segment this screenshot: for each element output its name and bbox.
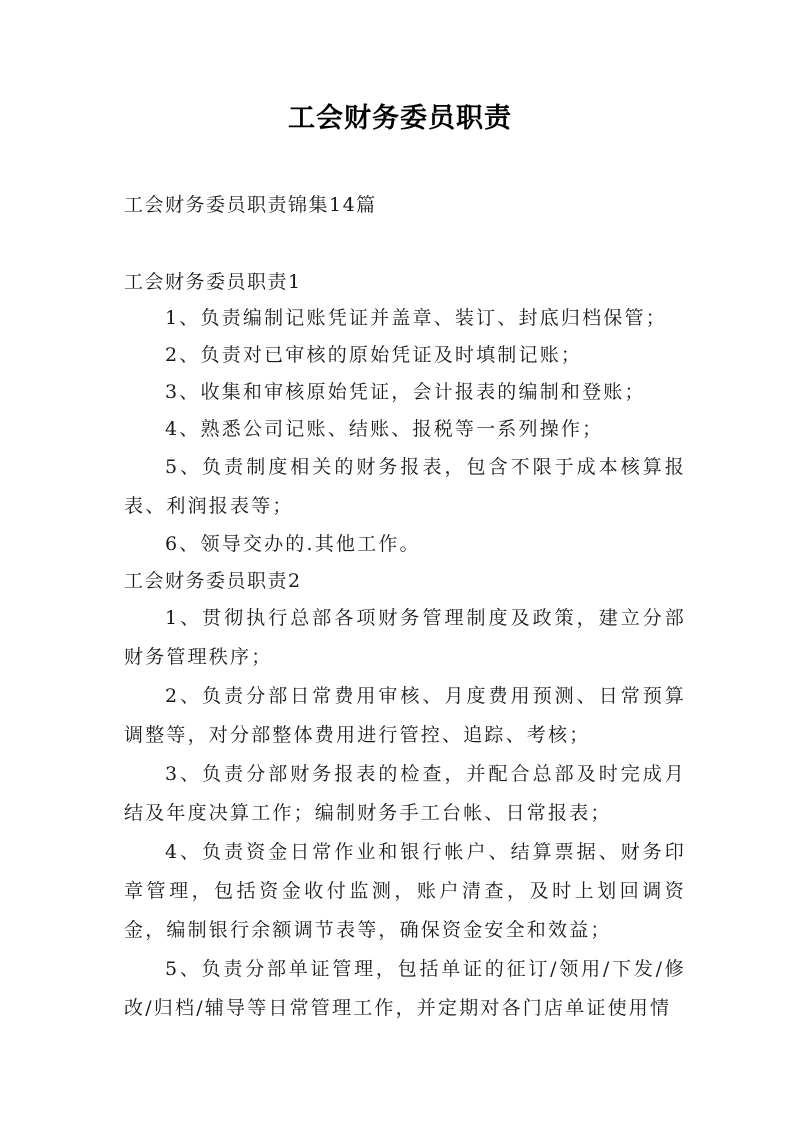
- list-item: 1、负责编制记账凭证并盖章、装订、封底归档保管；: [165, 307, 667, 329]
- document-subtitle: 工会财务委员职责锦集14篇: [124, 194, 377, 216]
- list-item: 1、贯彻执行总部各项财务管理制度及政策，建立分部财务管理秩序；: [124, 607, 686, 668]
- list-item: 4、负责资金日常作业和银行帐户、结算票据、财务印章管理，包括资金收付监测，账户清查，及时上划回调资金，编制银行余额调节表等，确保资金安全和效益；: [124, 841, 686, 941]
- list-item: 5、负责制度相关的财务报表，包含不限于成本核算报表、利润报表等；: [124, 456, 686, 517]
- section-heading-2: 工会财务委员职责2: [124, 570, 302, 592]
- document-title: 工会财务委员职责: [288, 103, 512, 134]
- list-item: 3、收集和审核原始凭证，会计报表的编制和登账；: [165, 381, 646, 403]
- list-item: 4、熟悉公司记账、结账、报税等一系列操作；: [165, 418, 604, 440]
- document-body: [124, 264, 686, 1028]
- list-item: 3、负责分部财务报表的检查，并配合总部及时完成月结及年度决算工作；编制财务手工台帐、日常报表；: [124, 763, 686, 824]
- list-item: 6、领导交办的.其他工作。: [165, 533, 421, 555]
- section-heading-1: 工会财务委员职责1: [124, 271, 302, 293]
- list-item: 2、负责分部日常费用审核、月度费用预测、日常预算调整等，对分部整体费用进行管控、追踪、考核；: [124, 685, 686, 746]
- list-item: 2、负责对已审核的原始凭证及时填制记账；: [165, 344, 583, 366]
- list-item: 5、负责分部单证管理，包括单证的征订/领用/下发/修改/归档/辅导等日常管理工作，并定期对各门店单证使用情: [124, 958, 686, 1019]
